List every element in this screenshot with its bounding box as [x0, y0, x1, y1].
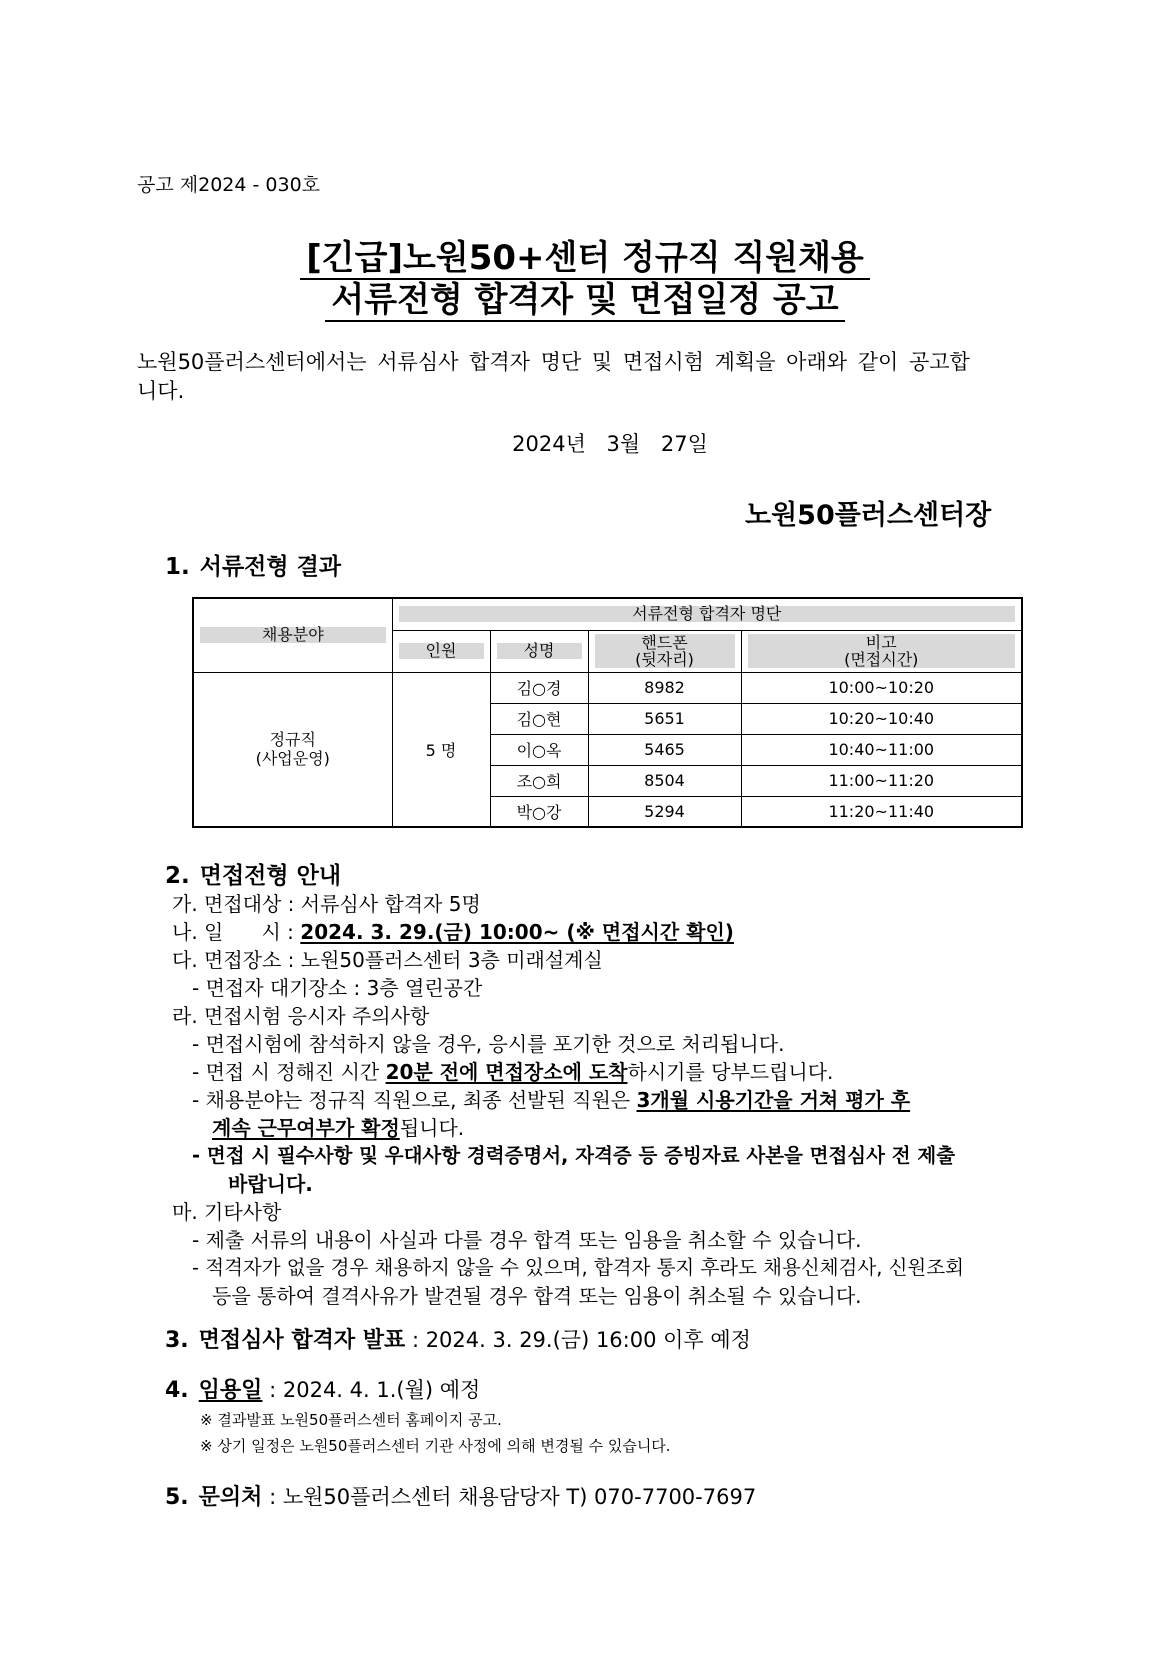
precaution-4-line1: - 면접 시 필수사항 및 우대사항 경력증명서, 자격증 등 증빙자료 사본을 면접심사 전 제출 — [192, 1144, 956, 1167]
section-2-number: 2. — [165, 863, 190, 889]
row-2-time: 10:20~10:40 — [741, 703, 1022, 734]
precaution-1: - 면접시험에 참석하지 않을 경우, 응시를 포기한 것으로 처리됩니다. — [192, 1032, 785, 1056]
title-line-2-text: 서류전형 합격자 및 면접일정 공고 — [325, 280, 844, 322]
other-heading: 마. 기타사항 — [172, 1200, 282, 1224]
row-4-time: 11:00~11:20 — [741, 765, 1022, 796]
section-1-heading — [165, 548, 341, 581]
row-1-name: 김○경 — [490, 672, 588, 703]
header-phone-line2: (뒷자리) — [635, 650, 694, 669]
header-count-label: 인원 — [399, 643, 484, 659]
field-line1: 정규직 — [269, 730, 316, 750]
section-5 — [165, 1480, 756, 1511]
section-4-number: 4. — [165, 1378, 189, 1403]
row-5-phone: 5294 — [588, 796, 741, 827]
count-cell: 5 명 — [392, 672, 490, 827]
precaution-3-line1 — [192, 1084, 910, 1113]
header-field — [193, 598, 392, 672]
section-3-number: 3. — [165, 1328, 189, 1353]
precaution-3-emph-1: 3개월 시용기간을 거쳐 평가 후 — [636, 1088, 911, 1112]
header-count — [392, 630, 490, 672]
row-1-phone: 8982 — [588, 672, 741, 703]
row-3-time: 10:40~11:00 — [741, 734, 1022, 765]
header-note-line1: 비고 — [865, 633, 897, 652]
header-phone-line1: 핸드폰 — [641, 633, 688, 652]
interview-place: 다. 면접장소 : 노원50플러스센터 3층 미래설계실 — [172, 948, 603, 972]
row-3-phone: 5465 — [588, 734, 741, 765]
section-1-number: 1. — [165, 554, 190, 580]
section-4 — [165, 1373, 480, 1404]
precaution-3-line2 — [212, 1112, 464, 1141]
other-1: - 제출 서류의 내용이 사실과 다를 경우 합격 또는 임용을 취소할 수 있습니다. — [192, 1228, 862, 1252]
notice-number: 공고 제2024 - 030호 — [137, 174, 321, 196]
result-table — [192, 597, 1023, 828]
header-note — [741, 630, 1022, 672]
section-3-value: : 2024. 3. 29.(금) 16:00 이후 예정 — [405, 1328, 751, 1352]
section-4-value: : 2024. 4. 1.(월) 예정 — [262, 1378, 481, 1402]
section-3-title: 면접심사 합격자 발표 — [198, 1328, 406, 1353]
row-2-phone: 5651 — [588, 703, 741, 734]
section-2-heading — [165, 857, 341, 890]
header-field-label: 채용분야 — [200, 627, 386, 643]
interview-datetime-value: 2024. 3. 29.(금) 10:00~ (※ 면접시간 확인) — [300, 920, 734, 944]
section-4-title: 임용일 — [198, 1378, 263, 1403]
note-2: ※ 상기 일정은 노원50플러스센터 기관 사정에 의해 변경될 수 있습니다. — [200, 1437, 671, 1455]
row-5-time: 11:20~11:40 — [741, 796, 1022, 827]
interview-datetime-label: 나. 일 시 : — [172, 920, 301, 944]
section-3 — [165, 1323, 751, 1354]
intro-paragraph: 노원50플러스센터에서는 서류심사 합격자 명단 및 면접시험 계획을 아래와 같이 공고합니다. — [137, 350, 970, 403]
header-name-label: 성명 — [497, 643, 582, 659]
section-1-title: 서류전형 결과 — [199, 554, 342, 580]
precautions-heading: 라. 면접시험 응시자 주의사항 — [172, 1004, 430, 1028]
header-name — [490, 630, 588, 672]
precaution-3-pre: - 채용분야는 정규직 직원으로, 최종 선발된 직원은 — [192, 1088, 637, 1112]
precaution-2 — [192, 1056, 833, 1085]
waiting-place: - 면접자 대기장소 : 3층 열린공간 — [192, 976, 483, 1000]
row-5-name: 박○강 — [490, 796, 588, 827]
field-cell — [193, 672, 392, 827]
signer: 노원50플러스센터장 — [745, 500, 992, 531]
precaution-3-post: 됩니다. — [399, 1116, 465, 1140]
section-5-number: 5. — [165, 1485, 189, 1510]
precaution-2-pre: - 면접 시 정해진 시간 — [192, 1060, 386, 1084]
header-phone — [588, 630, 741, 672]
field-line2: (사업운영) — [255, 749, 330, 769]
row-3-name: 이○옥 — [490, 734, 588, 765]
precaution-3-emph-2: 계속 근무여부가 확정 — [212, 1116, 400, 1140]
section-5-value: : 노원50플러스센터 채용담당자 T) 070-7700-7697 — [262, 1485, 757, 1509]
section-2-title: 면접전형 안내 — [199, 863, 342, 889]
precaution-4-line2: 바랍니다. — [228, 1172, 313, 1196]
other-2-line2: 등을 통하여 결격사유가 발견될 경우 합격 또는 임용이 취소될 수 있습니다. — [212, 1284, 862, 1308]
title-line-2 — [0, 272, 1170, 321]
notice-date: 2024년 3월 27일 — [512, 432, 708, 456]
precaution-2-emph: 20분 전에 면접장소에 도착 — [385, 1060, 628, 1084]
row-4-phone: 8504 — [588, 765, 741, 796]
row-2-name: 김○현 — [490, 703, 588, 734]
interview-target: 가. 면접대상 : 서류심사 합격자 5명 — [172, 892, 481, 916]
row-1-time: 10:00~10:20 — [741, 672, 1022, 703]
header-group — [392, 598, 1022, 630]
section-5-title: 문의처 — [198, 1485, 263, 1510]
row-4-name: 조○희 — [490, 765, 588, 796]
interview-datetime — [172, 916, 734, 945]
header-group-label: 서류전형 합격자 명단 — [399, 606, 1016, 622]
note-1: ※ 결과발표 노원50플러스센터 홈페이지 공고. — [200, 1411, 502, 1429]
other-2-line1: - 적격자가 없을 경우 채용하지 않을 수 있으며, 합격자 통지 후라도 채용신체검사, 신원조회 — [192, 1256, 964, 1279]
title-line-1-text: [긴급]노원50+센터 정규직 직원채용 — [300, 238, 870, 280]
precaution-2-post: 하시기를 당부드립니다. — [627, 1060, 834, 1084]
header-note-line2: (면접시간) — [844, 650, 919, 669]
